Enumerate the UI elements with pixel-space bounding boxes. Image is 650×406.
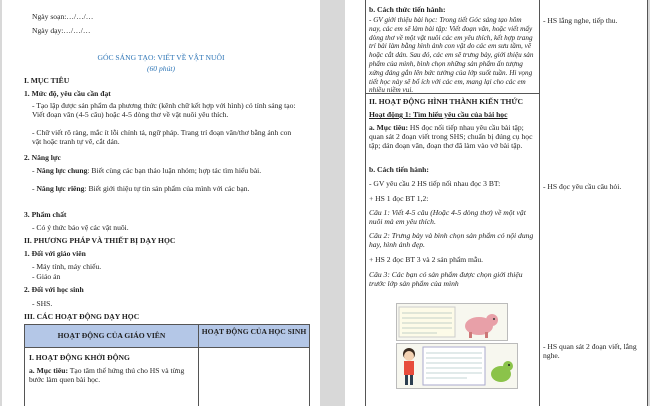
section-heading: I. MỤC TIÊU	[24, 76, 70, 85]
lesson-duration: (60 phút)	[146, 64, 176, 73]
subsection-heading: 1. Đối với giáo viên	[24, 249, 86, 258]
document-page-right	[345, 0, 648, 406]
activity-heading: II. HOẠT ĐỘNG HÌNH THÀNH KIẾN THỨC	[369, 97, 523, 106]
activity-heading: I. HOẠT ĐỘNG KHỞI ĐỘNG	[29, 353, 130, 362]
subsection-heading: 3. Phẩm chất	[24, 210, 67, 219]
bullet-item: - Tạo lập được sản phẩm đa phương thức (kênh chữ kết hợp với hình) có tính sáng tạo: Viết đoạn văn (4-5 câu) hoặc 4-5 dòng thơ về vật nuôi yêu thích.	[32, 101, 296, 119]
date-prepared: Ngày soạn:…/…/…	[32, 12, 94, 21]
bullet-item: - Có ý thức bảo vệ các vật nuôi.	[32, 223, 129, 232]
student-response: - HS đọc yêu cầu câu hỏi.	[543, 182, 622, 191]
section-heading: III. CÁC HOẠT ĐỘNG DẠY HỌC	[24, 312, 140, 321]
date-taught: Ngày dạy:…/…/…	[32, 26, 91, 35]
student-response: - HS quan sát 2 đoạn viết, lắng nghe.	[543, 342, 637, 360]
bullet-item: - Máy tính, máy chiếu.	[32, 262, 102, 271]
table-header-teacher: HOẠT ĐỘNG CỦA GIÁO VIÊN	[57, 331, 166, 340]
exercise-item: Câu 3: Các bạn có sản phẩm được chọn giới thiệu trước lớp sản phẩm của mình	[369, 270, 523, 288]
lesson-title: GÓC SÁNG TẠO: VIẾT VỀ VẬT NUÔI	[97, 53, 225, 62]
teacher-instruction: + HS 2 đọc BT 3 và 2 sản phẩm mẫu.	[369, 255, 484, 264]
bullet-item: - Năng lực chung: Biết cùng các bạn thảo luận nhóm; hợp tác tìm hiểu bài.	[32, 166, 262, 175]
document-page-left	[2, 0, 320, 406]
teacher-intro: - GV giới thiệu bài học: Trong tiết Góc sáng tạo hôm nay, các em sẽ làm bài tập: Viết đoạn văn, hoặc viết mấy dòng thơ về một vật nuôi các em yêu thích, kết hợp trang trí bài làm bằng hình ảnh con vật do các em sưu tầm, vẽ hoặc cắt dán. Sau đó, các em sẽ trưng bày, giới thiệu sản phẩm của mình, bình chọn những sản phẩm ấn tượng xứng đáng gắn lên bức tường của lớp suốt tuần. Hi vọng tiết học này sẽ bổ ích với các em, mang lại cho các em nhiều niềm vui.	[369, 16, 534, 95]
bullet-item: - SHS.	[32, 299, 53, 308]
subsection-heading: 2. Đối với học sinh	[24, 285, 84, 294]
subsection-heading: 2. Năng lực	[24, 153, 61, 162]
student-response: - HS lắng nghe, tiếp thu.	[543, 16, 618, 25]
sample-writing-image-1	[396, 303, 508, 341]
exercise-item: Câu 2: Trưng bày và bình chọn sản phẩm có nội dung hay, hình ảnh đẹp.	[369, 231, 534, 249]
subsection-heading: 1. Mức độ, yêu cầu cần đạt	[24, 89, 111, 98]
step-heading: b. Cách tiến hành:	[369, 165, 429, 174]
activities-table-continued	[365, 0, 648, 406]
teacher-instruction: - GV yêu cầu 2 HS tiếp nối nhau đọc 3 BT:	[369, 179, 501, 188]
sample-writing-image-2	[396, 343, 518, 389]
table-header-student: HOẠT ĐỘNG CỦA HỌC SINH	[201, 327, 307, 336]
exercise-item: Câu 1: Viết 4-5 câu (Hoặc 4-5 dòng thơ) về một vật nuôi mà em yêu thích.	[369, 208, 526, 226]
activity-subheading: Hoạt động 1: Tìm hiểu yêu cầu của bài học	[369, 110, 508, 119]
teacher-instruction: + HS 1 đọc BT 1,2:	[369, 194, 429, 203]
step-heading: b. Cách thức tiến hành:	[369, 5, 446, 14]
activity-goal: a. Mục tiêu: HS đọc nối tiếp nhau yêu cầu bài tập; quan sát 2 đoạn viết trong SHS; chuẩn bị đúng cụ học tập; dán đoạn văn, đoạn thơ đã làm vào vở bài tập.	[369, 123, 533, 150]
bullet-item: - Giáo án	[32, 272, 61, 281]
bullet-item: - Chữ viết rõ ràng, mắc ít lỗi chính tả, ngữ pháp. Trang trí đoạn văn/thơ bằng ảnh con vật hoặc tranh tự vẽ, cắt dán.	[32, 128, 292, 146]
section-heading: II. PHƯƠNG PHÁP VÀ THIẾT BỊ DẠY HỌC	[24, 236, 176, 245]
bullet-item: - Năng lực riêng: Biết giới thiệu tự tin sản phẩm của mình với các bạn.	[32, 184, 250, 193]
activity-goal: a. Mục tiêu: Tạo tâm thế hứng thú cho HS và từng bước làm quen bài học.	[29, 366, 185, 384]
activities-table	[24, 324, 310, 406]
